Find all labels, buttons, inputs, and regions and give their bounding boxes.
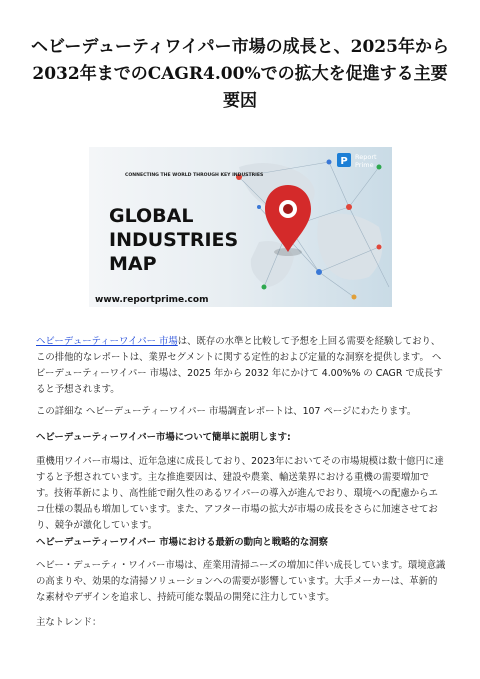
logo-text-1: Report [355,153,377,161]
report-length-paragraph: この詳細な ヘビーデューティーワイパー 市場調査レポートは、107 ページにわたります。 [36,406,417,417]
trends-paragraph: ヘビー・デューティ・ワイパー市場は、産業用清掃ニーズの増加に伴い成長しています。環境意識の高まりや、効果的な清掃ソリューションへの需要が影響しています。大手メーカーは、革新的な素材やデザインを追求し、持続可能な製品の開発に注力しています。 [36,560,446,603]
banner-graphic [89,147,392,307]
banner-tagline: CONNECTING THE WORLD THROUGH KEY INDUSTRIES [125,173,264,178]
banner-headline-1: GLOBAL [109,205,194,227]
reportprime-logo [337,153,377,169]
overview-paragraph: 重機用ワイパー市場は、近年急速に成長しており、2023年においてその市場規模は数十億円に達すると予想されています。主な推進要因は、建設や農業、輸送業界における重機の需要増加です。技術革新により、高性能で耐久性のあるワイパーの導入が進んでおり、環境への配慮からエコ仕様の製品も増加しています。また、アフター市場の拡大が市場の成長をさらに加速させており、競争が激化しています。 [36,456,444,531]
intro-paragraph-text: は、既存の水準と比較して予想を上回る需要を経験しており、この排他的なレポートは、業界セグメントに関する定性的および定量的な洞察を提供します。 ヘビーデューティーワイパー 市場は、2025 年から 2032 年にかけて 4.00%% の CAGR で成長すると予想されます。 [36,336,443,395]
page-title: ヘビーデューティワイパー市場の成長と、2025年から2032年までのCAGR4.00%での拡大を促進する主要要因 [31,37,449,111]
svg-text:P: P [340,156,348,167]
banner-image [89,147,392,307]
intro-paragraph [36,334,446,398]
banner-headline-3: MAP [109,253,157,275]
market-link[interactable]: ヘビーデューティーワイパー 市場 [36,336,178,347]
banner-headline-2: INDUSTRIES [109,229,239,251]
banner-url: www.reportprime.com [95,295,209,305]
logo-text-2: Prime [355,161,374,169]
section-heading-trends: ヘビーデューティーワイパー 市場における最新の動向と戦略的な洞察 [36,537,329,548]
key-trends-label: 主なトレンド： [36,617,102,628]
section-heading-overview: ヘビーデューティーワイパー市場について簡単に説明します: [36,432,291,443]
